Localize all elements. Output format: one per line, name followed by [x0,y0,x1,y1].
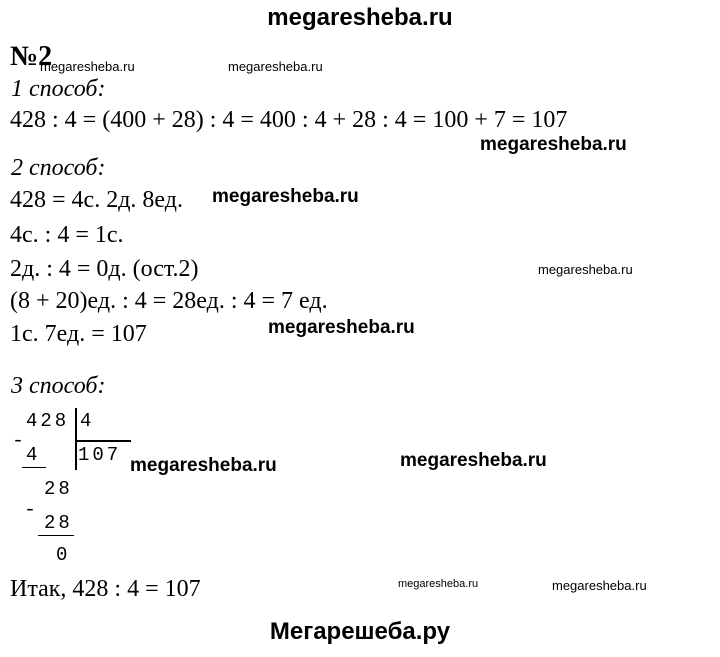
division-divisor: 4 [80,410,95,432]
division-minus-sign: - [12,430,25,453]
site-footer[interactable]: Мегарешеба.ру [269,618,451,645]
task-number: №2 [10,41,53,72]
division-minus-sign-2: - [24,499,37,522]
watermark: megaresheba.ru [268,317,415,338]
division-quotient-line [75,440,131,442]
watermark: megaresheba.ru [480,134,627,155]
method-1-title: 1 способ: [11,76,106,102]
watermark: megaresheba.ru [228,59,323,74]
division-vertical-line [75,408,77,470]
method-1-equation: 428 : 4 = (400 + 28) : 4 = 400 : 4 + 28 : 4 = 100 + 7 = 107 [10,107,568,133]
method-2-line-5: 1с. 7ед. = 107 [10,321,147,347]
watermark: megaresheba.ru [398,578,479,590]
division-step-3-line [38,535,74,536]
method-2-line-4: (8 + 20)ед. : 4 = 28ед. : 4 = 7 ед. [10,288,328,314]
method-2-line-3: 2д. : 4 = 0д. (ост.2) [10,256,199,282]
method-2-line-1: 428 = 4с. 2д. 8ед. [10,187,183,213]
watermark: megaresheba.ru [400,450,547,471]
division-step-1-line [22,467,46,468]
division-remainder: 0 [56,544,71,566]
division-quotient: 107 [78,444,122,466]
watermark: megaresheba.ru [212,186,359,207]
division-step-2: 28 [44,478,73,500]
watermark: megaresheba.ru [538,262,633,277]
watermark: megaresheba.ru [130,455,277,476]
watermark: megaresheba.ru [552,578,647,593]
method-2-title: 2 способ: [11,155,106,181]
site-header[interactable]: megaresheba.ru [267,4,453,31]
division-dividend: 428 [26,410,70,432]
conclusion: Итак, 428 : 4 = 107 [10,576,201,602]
method-2-line-2: 4с. : 4 = 1с. [10,222,124,248]
division-step-1: 4 [26,444,41,466]
method-3-title: 3 способ: [11,373,106,399]
watermark: megaresheba.ru [40,59,135,74]
division-step-3: 28 [44,512,73,534]
